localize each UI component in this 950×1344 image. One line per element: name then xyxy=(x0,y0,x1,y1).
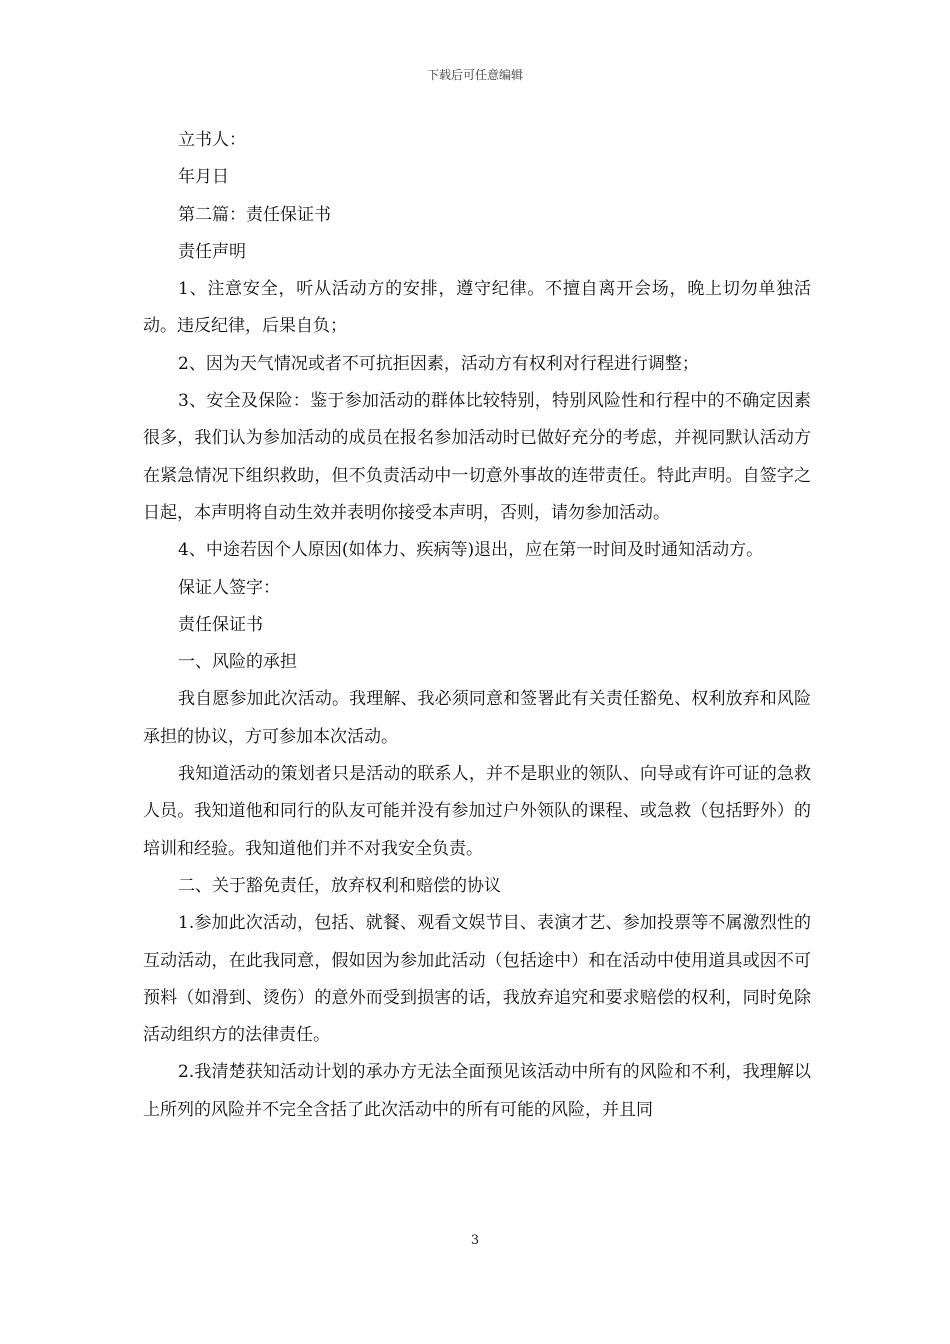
paragraph: 我自愿参加此次活动。我理解、我必须同意和签署此有关责任豁免、权利放弃和风险承担的协议，方可参加本次活动。 xyxy=(143,689,811,747)
section-title: 第二篇：责任保证书 xyxy=(178,204,331,225)
paragraph: 1.参加此次活动，包括、就餐、观看文娱节目、表演才艺、参加投票等不属激烈性的互动活动，在此我同意，假如因为参加此活动（包括途中）和在活动中使用道具或因不可预料（如滑到、烫伤）的意外而受到损害的话，我放弃追究和要求赔偿的权利，同时免除活动组织方的法律责任。 xyxy=(143,913,811,1046)
paragraph: 我知道活动的策划者只是活动的联系人，并不是职业的领队、向导或有许可证的急救人员。我知道他和同行的队友可能并没有参加过户外领队的课程、或急救（包括野外）的培训和经验。我知道他们并不对我安全负责。 xyxy=(143,764,811,859)
heading-guarantee: 责任保证书 xyxy=(178,614,263,635)
document-body xyxy=(143,122,811,1129)
heading-statement: 责任声明 xyxy=(178,241,246,262)
page-header: 下载后可任意编辑 xyxy=(426,68,523,82)
signer-line: 立书人： xyxy=(178,130,246,150)
paragraph: 2.我清楚获知活动计划的承办方无法全面预见该活动中所有的风险和不利，我理解以上所列的风险并不完全含括了此次活动中的所有可能的风险，并且同 xyxy=(143,1062,811,1120)
paragraph: 1、注意安全，听从活动方的安排，遵守纪律。不擅自离开会场，晚上切勿单独活动。违反纪律，后果自负； xyxy=(143,279,811,337)
paragraph: 4、中途若因个人原因(如体力、疾病等)退出，应在第一时间及时通知活动方。 xyxy=(178,540,764,561)
date-line: 年月日 xyxy=(178,167,229,188)
paragraph: 2、因为天气情况或者不可抗拒因素，活动方有权利对行程进行调整； xyxy=(178,353,699,374)
guarantor-signature-line: 保证人签字： xyxy=(178,577,280,598)
subheading-exemption: 二、关于豁免责任，放弃权利和赔偿的协议 xyxy=(178,875,501,896)
subheading-risk: 一、风险的承担 xyxy=(178,652,297,673)
page-number: 3 xyxy=(470,1233,480,1248)
paragraph: 3、安全及保险：鉴于参加活动的群体比较特别，特别风险性和行程中的不确定因素很多，我们认为参加活动的成员在报名参加活动时已做好充分的考虑，并视同默认活动方在紧急情况下组织救助，但不负责活动中一切意外事故的连带责任。特此声明。自签字之日起，本声明将自动生效并表明你接受本声明，否则，请勿参加活动。 xyxy=(143,391,811,523)
